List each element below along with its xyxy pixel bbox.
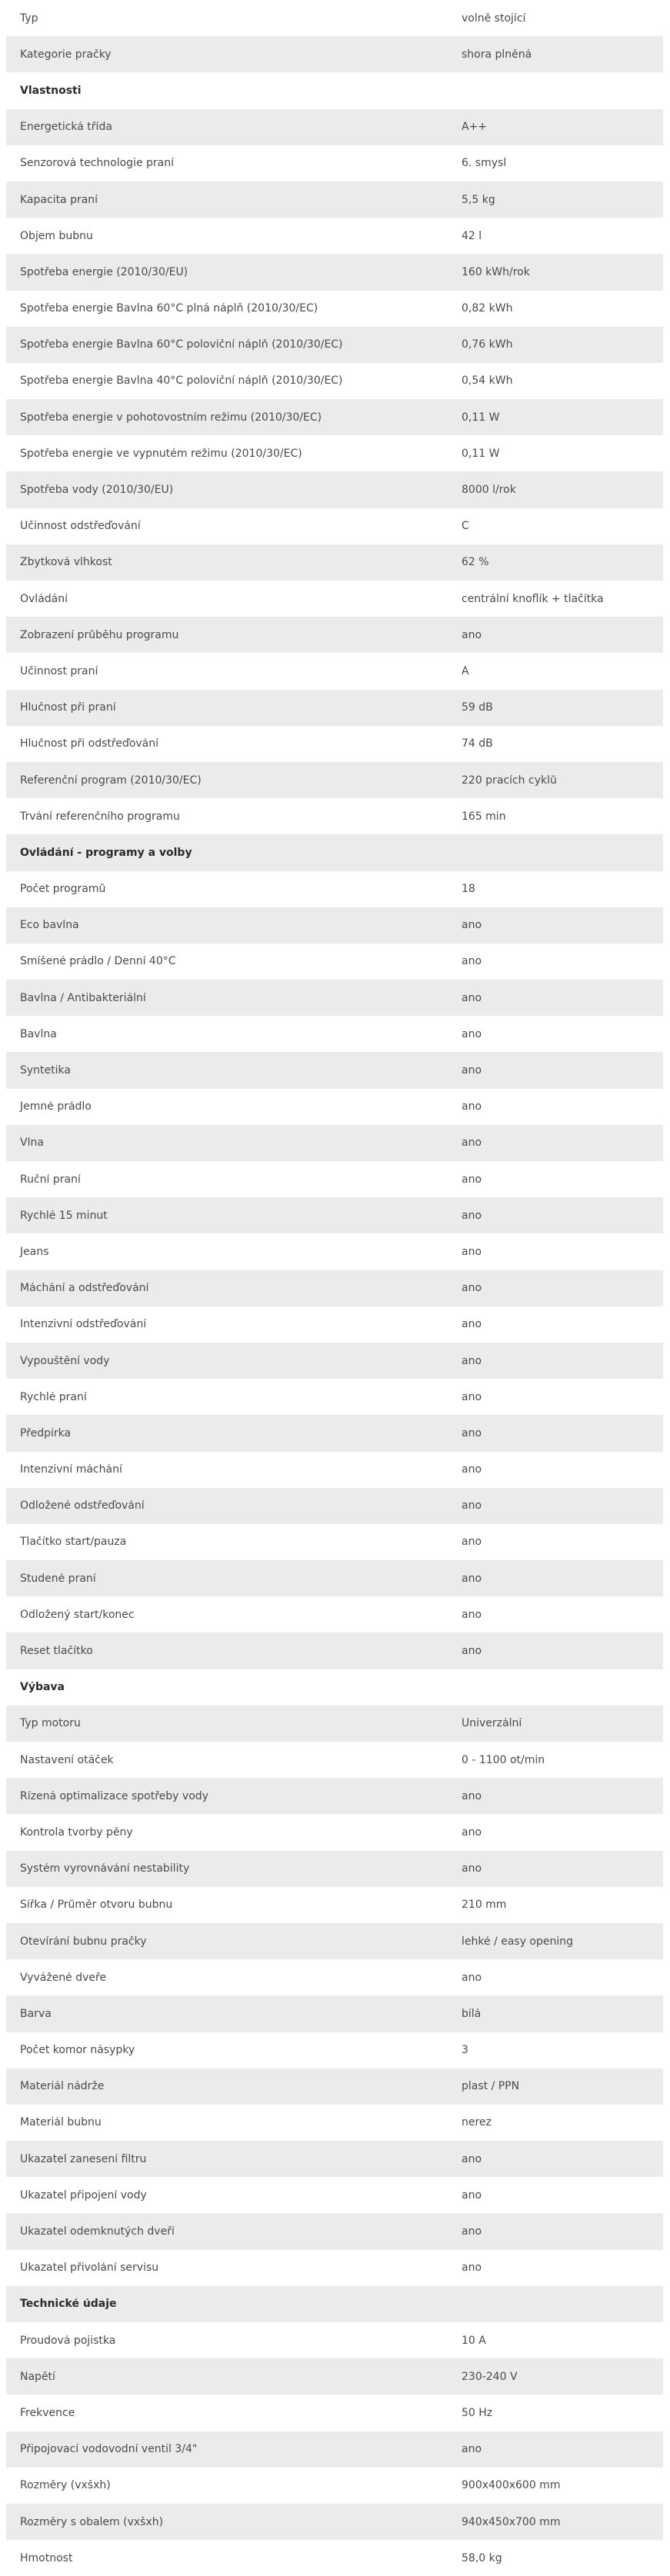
spec-label: Referenční program (2010/30/EC) [20,774,202,786]
spec-label: Objem bubnu [20,230,93,241]
spec-value: shora plněná [462,48,532,60]
spec-row [6,109,663,145]
spec-value: ano [462,992,482,1003]
spec-row [6,1814,663,1850]
spec-table [6,0,663,2576]
spec-value: ano [462,1500,482,1512]
spec-row [6,181,663,218]
spec-row [6,944,663,980]
spec-label: Bavlna / Antibakteriální [20,992,146,1003]
spec-row [6,762,663,798]
spec-label: Typ [20,12,38,24]
spec-value: 0,11 W [462,411,500,423]
spec-value: ano [462,1355,482,1366]
spec-value: 210 mm [462,1899,507,1911]
spec-value: 230-240 V [462,2371,518,2382]
spec-row [6,1306,663,1343]
spec-label: Trvání referenčního programu [20,810,180,822]
spec-row [6,2431,663,2468]
spec-label: Rozměry (vxšxh) [20,2480,111,2491]
spec-value: 0,82 kWh [462,303,513,315]
spec-label: Spotřeba vody (2010/30/EU) [20,484,174,496]
spec-label: Ukazatel připojení vody [20,2189,147,2201]
spec-label: Účinnost praní [20,665,98,677]
spec-row [6,1560,663,1596]
spec-value: 18 [462,884,475,895]
spec-label: Vyvážené dveře [20,1972,107,1983]
spec-label: Počet programů [20,884,106,895]
spec-label: Reset tlačítko [20,1646,93,1657]
spec-row [6,2032,663,2068]
spec-value: ano [462,2226,482,2238]
spec-label: Hmotnost [20,2552,73,2564]
spec-value: ano [462,629,482,641]
spec-value: 62 % [462,557,489,568]
spec-label: Ukazatel odemknutých dveří [20,2226,175,2238]
spec-row [6,1016,663,1052]
spec-row [6,1379,663,1415]
spec-row [6,1052,663,1088]
spec-value: C [462,521,469,532]
spec-value: ano [462,1319,482,1330]
spec-label: Ukazatel zanesení filtru [20,2153,147,2165]
spec-row [6,2141,663,2177]
spec-label: Šířka / Průměr otvoru bubnu [20,1899,173,1911]
spec-row [6,471,663,508]
spec-row [6,36,663,72]
spec-value: ano [462,1609,482,1620]
spec-label: Spotřeba energie v pohotovostním režimu (2010/30/EC) [20,411,322,423]
spec-row [6,1742,663,1778]
spec-value: 900x400x600 mm [462,2480,561,2491]
spec-label: Odložený start/konec [20,1609,135,1620]
spec-label: Rychlé praní [20,1391,87,1403]
spec-value: ano [462,1536,482,1548]
spec-value: 165 min [462,810,506,822]
spec-value: 0 - 1100 ot/min [462,1754,545,1766]
spec-row [6,871,663,907]
spec-row [6,2468,663,2504]
spec-value: Univerzální [462,1718,522,1729]
spec-row [6,1161,663,1197]
section-title: Vlastnosti [20,85,82,96]
spec-value: A [462,665,469,677]
spec-label: Spotřeba energie (2010/30/EU) [20,266,188,278]
spec-label: Bavlna [20,1028,57,1040]
spec-row [6,254,663,290]
spec-value: 50 Hz [462,2407,493,2418]
spec-value: ano [462,1065,482,1077]
spec-label: Proudová pojistka [20,2335,116,2346]
section-header-row [6,1669,663,1706]
spec-row [6,617,663,653]
spec-label: Spotřeba energie Bavlna 60°C poloviční náplň (2010/30/EC) [20,339,343,351]
spec-label: Máchání a odstřeďování [20,1283,149,1294]
spec-row [6,1488,663,1524]
spec-value: 0,11 W [462,448,500,459]
spec-label: Spotřeba energie ve vypnutém režimu (2010/30/EC) [20,448,302,459]
spec-value: ano [462,920,482,931]
spec-value: bílá [462,2008,482,2019]
spec-value: 59 dB [462,702,493,714]
spec-row [6,327,663,363]
spec-row [6,690,663,726]
spec-value: lehké / easy opening [462,1935,574,1947]
spec-row [6,1632,663,1669]
spec-label: Kontrola tvorby pěny [20,1826,133,1838]
spec-row [6,907,663,944]
spec-label: Intenzivní odstřeďování [20,1319,147,1330]
spec-label: Účinnost odstřeďování [20,521,141,532]
spec-row [6,1995,663,2032]
spec-row [6,1959,663,1995]
spec-label: Zobrazení průběhu programu [20,629,179,641]
spec-value: 74 dB [462,738,493,750]
spec-value: ano [462,1101,482,1113]
section-header-row [6,2286,663,2322]
spec-label: Otevírání bubnu pračky [20,1935,147,1947]
spec-row [6,1706,663,1742]
spec-row [6,1851,663,1887]
spec-value: ano [462,1790,482,1802]
spec-value: 3 [462,2045,468,2056]
spec-value: 10 A [462,2335,486,2346]
spec-label: Předpírka [20,1427,72,1439]
spec-row [6,399,663,435]
spec-label: Kategorie pračky [20,48,112,60]
spec-value: ano [462,1173,482,1185]
spec-label: Intenzivní máchání [20,1464,122,1476]
spec-value: ano [462,2153,482,2165]
spec-row [6,1197,663,1233]
spec-value: nerez [462,2117,492,2128]
spec-row [6,0,663,36]
section-header-row [6,834,663,870]
spec-value: ano [462,1863,482,1875]
spec-row [6,980,663,1016]
spec-value: ano [462,1246,482,1257]
spec-label: Materiál bubnu [20,2117,102,2128]
spec-row [6,2250,663,2286]
spec-label: Typ motoru [20,1718,81,1729]
spec-label: Hlučnost při praní [20,702,116,714]
spec-value: 6. smysl [462,158,507,169]
section-title: Výbava [20,1682,65,1693]
spec-label: Senzorová technologie praní [20,158,175,169]
spec-row [6,1923,663,1959]
spec-row [6,2105,663,2141]
spec-value: A++ [462,121,488,133]
spec-label: Nastavení otáček [20,1754,114,1766]
spec-row [6,581,663,617]
spec-row [6,1343,663,1379]
spec-label: Řízená optimalizace spotřeby vody [20,1790,208,1802]
spec-label: Smíšené prádlo / Denní 40°C [20,956,176,967]
spec-label: Tlačítko start/pauza [20,1536,127,1548]
spec-row [6,798,663,834]
spec-label: Jemné prádlo [20,1101,92,1113]
spec-value: 0,54 kWh [462,375,513,387]
spec-label: Frekvence [20,2407,75,2418]
spec-value: 8000 l/rok [462,484,516,496]
spec-label: Vlna [20,1137,44,1149]
spec-row [6,2395,663,2431]
spec-label: Jeans [20,1246,49,1257]
spec-label: Vypouštění vody [20,1355,110,1366]
spec-row [6,2177,663,2213]
spec-value: ano [462,2262,482,2274]
spec-value: ano [462,1464,482,1476]
spec-row [6,653,663,689]
spec-row [6,2068,663,2105]
spec-label: Materiál nádrže [20,2081,105,2092]
spec-row [6,1887,663,1923]
spec-value: plast / PPN [462,2081,520,2092]
spec-value: 0,76 kWh [462,339,513,351]
spec-label: Připojovací vodovodní ventil 3/4" [20,2444,198,2455]
spec-value: volně stojící [462,12,526,24]
spec-value: ano [462,1210,482,1221]
spec-row [6,1125,663,1161]
spec-label: Systém vyrovnávání nestability [20,1863,190,1875]
spec-value: 58,0 kg [462,2552,502,2564]
spec-label: Počet komor násypky [20,2045,135,2056]
spec-label: Hlučnost při odstřeďování [20,738,159,750]
spec-row [6,544,663,581]
spec-value: 5,5 kg [462,194,495,205]
section-title: Ovládání - programy a volby [20,847,192,858]
spec-label: Rozměry s obalem (vxšxh) [20,2516,164,2528]
spec-label: Eco bavlna [20,920,79,931]
spec-value: ano [462,2189,482,2201]
spec-row [6,291,663,327]
spec-label: Syntetika [20,1065,71,1077]
spec-value: 42 l [462,230,482,241]
spec-label: Spotřeba energie Bavlna 40°C poloviční náplň (2010/30/EC) [20,375,343,387]
spec-row [6,145,663,181]
spec-row [6,508,663,544]
spec-row [6,435,663,471]
spec-row [6,1089,663,1125]
spec-value: ano [462,1826,482,1838]
spec-label: Ruční praní [20,1173,81,1185]
spec-label: Zbytková vlhkost [20,557,112,568]
section-header-row [6,72,663,108]
spec-label: Ukazatel přivolání servisu [20,2262,159,2274]
spec-row [6,726,663,762]
spec-row [6,1778,663,1814]
spec-row [6,363,663,399]
spec-value: ano [462,1972,482,1983]
spec-row [6,2504,663,2540]
spec-value: 160 kWh/rok [462,266,530,278]
spec-value: ano [462,1646,482,1657]
spec-value: 220 pracích cyklů [462,774,557,786]
spec-row [6,218,663,254]
spec-label: Spotřeba energie Bavlna 60°C plná náplň (2010/30/EC) [20,303,318,315]
spec-label: Napětí [20,2371,55,2382]
spec-value: ano [462,1391,482,1403]
spec-row [6,2322,663,2358]
spec-row [6,1233,663,1270]
spec-value: ano [462,2444,482,2455]
spec-label: Energetická třída [20,121,112,133]
spec-label: Studené praní [20,1573,96,1584]
spec-value: ano [462,1137,482,1149]
spec-value: 940x450x700 mm [462,2516,561,2528]
spec-value: ano [462,1427,482,1439]
spec-value: ano [462,956,482,967]
spec-row [6,2213,663,2249]
spec-label: Rychlé 15 minut [20,1210,108,1221]
spec-row [6,1596,663,1632]
spec-label: Odložené odstřeďování [20,1500,145,1512]
spec-row [6,1524,663,1560]
spec-label: Barva [20,2008,52,2019]
spec-value: centrální knoflík + tlačítka [462,593,604,604]
spec-row [6,2540,663,2576]
section-title: Technické údaje [20,2298,117,2310]
spec-row [6,1452,663,1488]
spec-label: Ovládání [20,593,68,604]
spec-row [6,1270,663,1306]
spec-value: ano [462,1283,482,1294]
spec-row [6,1415,663,1451]
spec-value: ano [462,1028,482,1040]
spec-label: Kapacita praní [20,194,98,205]
spec-row [6,2358,663,2395]
spec-value: ano [462,1573,482,1584]
